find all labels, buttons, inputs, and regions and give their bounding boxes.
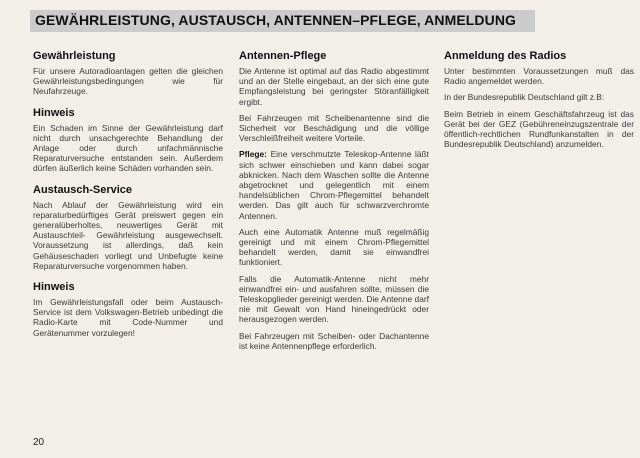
paragraph-anmeldung-2: In der Bundesrepublik Deutschland gilt z.B: bbox=[444, 92, 605, 103]
column-middle bbox=[239, 50, 429, 357]
pflege-text: Eine verschmutzte Teleskop-Antenne läßt sich schwer einschieben und kann dabei sogar abknicken. Nach dem Waschen sollte die Antenne abgetrocknet und gelegentlich mit einem handelsüblichen Chrom-Pflegemittel behandelt werden. Das gilt auch für schwarzverchromte Antennen. bbox=[239, 149, 429, 221]
column-left bbox=[33, 50, 223, 344]
paragraph-hinweis-2: Im Gewährleistungsfall oder beim Austausch-Service ist dem Volkswagen-Betrieb unbedingt die Radio-Karte mit Code-Nummer und Gerätenummer vorzulegen! bbox=[33, 297, 223, 338]
column-right bbox=[444, 50, 634, 155]
page-number: 20 bbox=[33, 437, 45, 448]
section-heading-austausch-service: Austausch-Service bbox=[33, 183, 133, 196]
paragraph-teleskopglieder: Falls die Automatik-Antenne nicht mehr einwandfrei ein- und ausfahren sollte, müssen die Teleskopglieder gereinigt werden. Die Antenne darf nie mit Gewalt von Hand hineingedrückt oder herausgezogen werden. bbox=[239, 273, 429, 325]
paragraph-scheibenantenne: Bei Fahrzeugen mit Scheibenantenne sind die Sicherheit vor Beschädigung und die völlige Verschleißfreiheit weitere Vorteile. bbox=[239, 112, 429, 144]
section-heading-antennen-pflege: Antennen-Pflege bbox=[239, 50, 327, 62]
pflege-lead: Pflege: bbox=[239, 149, 267, 160]
page-title: GEWÄHRLEISTUNG, AUSTAUSCH, ANTENNEN–PFLEGE, ANMELDUNG bbox=[35, 12, 517, 28]
paragraph-austausch-service: Nach Ablauf der Gewährleistung wird ein reparaturbedürftiges Gerät preiswert gegen ein generalüberholtes, neuwertiges Gerät mit Austauschteil- Gewährleistung ausgewechselt. Voraussetzung ist allerdings, daß kein Gehäuseschaden vorliegt und Unbefugte keine Reparaturversuche vorgenommen haben. bbox=[33, 199, 223, 271]
paragraph-hinweis-1: Ein Schaden im Sinne der Gewährleistung darf nicht durch unsachgerechte Behandlung der Anlage oder durch unfachmännische Reparaturversuche entstanden sein. Außerdem dürfen äußerlich keine Schäden vorhanden sein. bbox=[33, 122, 223, 174]
paragraph-antenne-abgestimmt: Die Antenne ist optimal auf das Radio abgestimmt und an der Stelle eingebaut, an der sich eine gute Empfangsleistung bei geringster Störanfälligkeit ergibt. bbox=[239, 66, 429, 107]
section-heading-anmeldung: Anmeldung des Radios bbox=[444, 50, 567, 62]
paragraph-pflege bbox=[239, 149, 429, 220]
paragraph-automatik-antenne: Auch eine Automatik Antenne muß regelmäßig gereinigt und mit einem Chrom-Pflegemittel behandelt werden, damit sie einwandfrei funktioniert. bbox=[239, 226, 429, 268]
paragraph-gewaehrleistung: Für unsere Autoradioanlagen gelten die gleichen Gewährleistungsbedingungen wie für Neufahrzeuge. bbox=[33, 66, 223, 97]
paragraph-dachantenne: Bei Fahrzeugen mit Scheiben- oder Dachantenne ist keine Antennenpflege erforderlich. bbox=[239, 330, 429, 351]
paragraph-anmeldung-1: Unter bestimmten Voraussetzungen muß das Radio angemeldet werden. bbox=[444, 66, 634, 87]
section-heading-hinweis-2: Hinweis bbox=[33, 281, 75, 294]
section-heading-gewaehrleistung: Gewährleistung bbox=[33, 50, 116, 62]
paragraph-anmeldung-3: Beim Betrieb in einem Geschäftsfahrzeug ist das Gerät bei der GEZ (Gebühreneinzugszentrale der öffentlich-rechtlichen Rundfunkanstalten in der Bundesrepublik Deutschland) anzumelden. bbox=[444, 108, 634, 150]
section-heading-hinweis-1: Hinweis bbox=[33, 106, 75, 119]
